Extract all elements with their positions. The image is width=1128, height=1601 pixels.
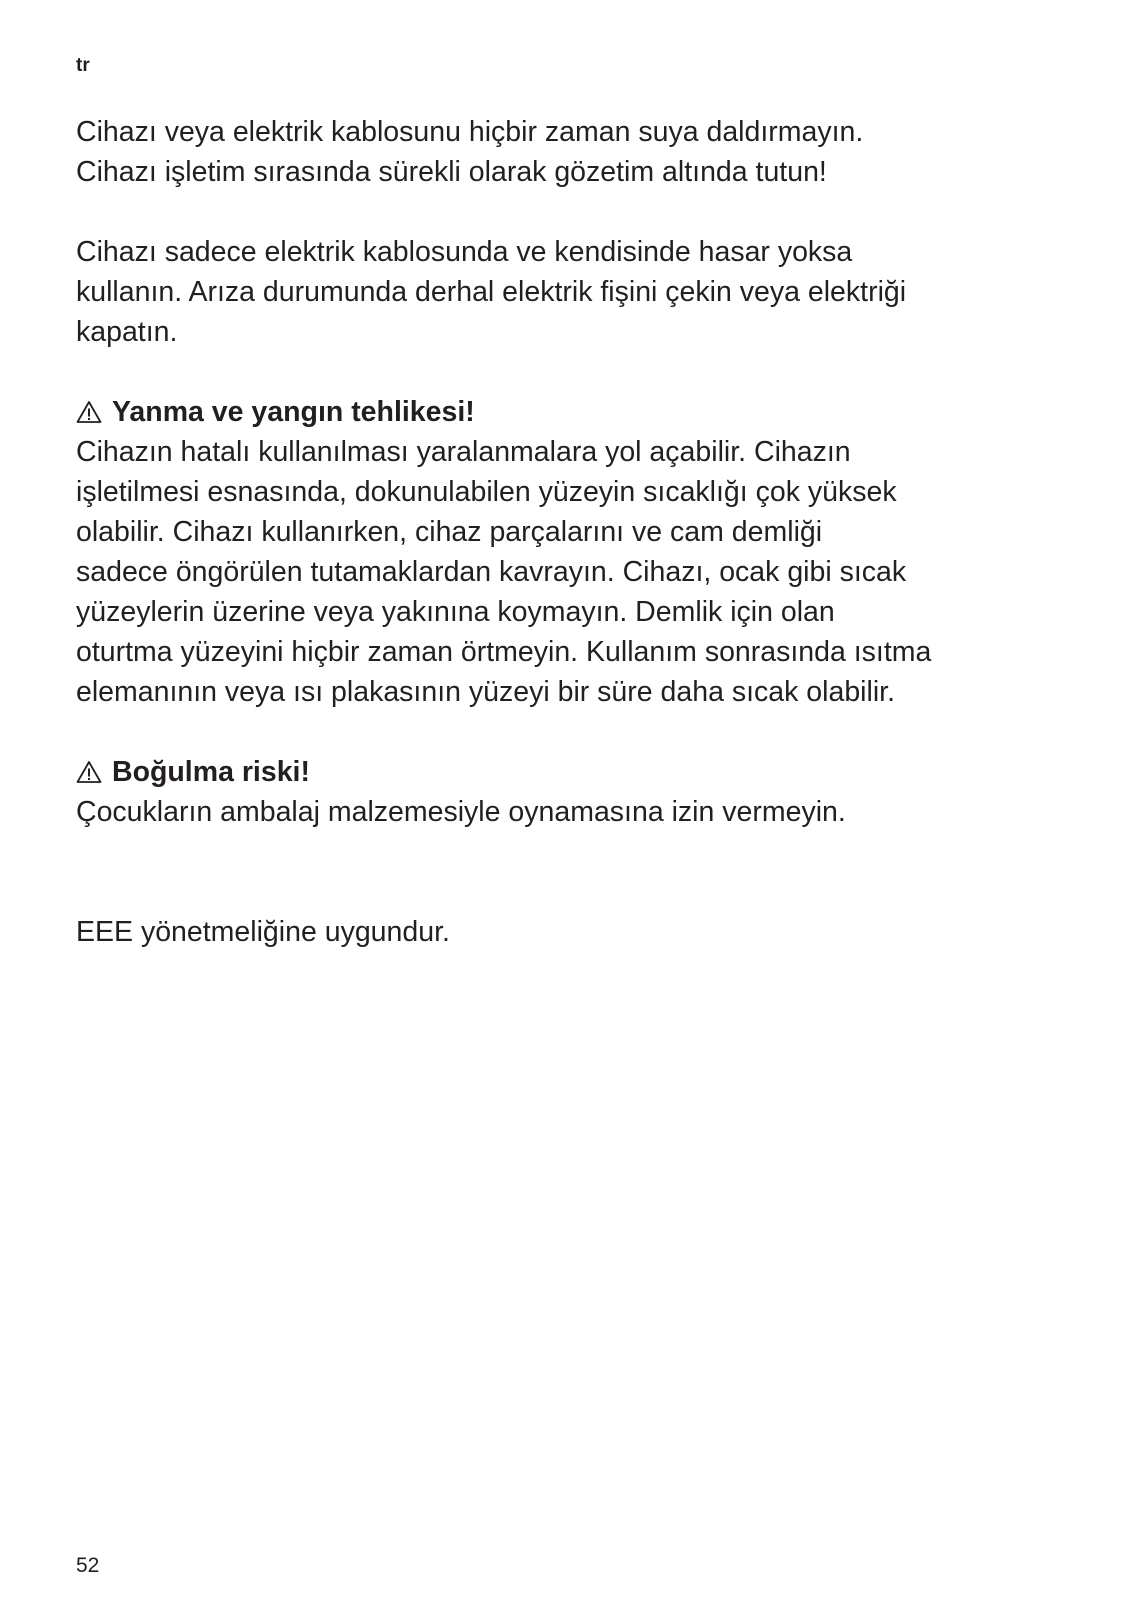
warning-triangle-icon	[76, 400, 102, 424]
text-line: işletilmesi esnasında, dokunulabilen yüzeyin sıcaklığı çok yüksek	[76, 476, 897, 508]
compliance-text: EEE yönetmeliğine uygundur.	[76, 916, 450, 948]
text-line: Cihazı sadece elektrik kablosunda ve kendisinde hasar yoksa	[76, 236, 853, 268]
warning-burn-title: Yanma ve yangın tehlikesi!	[112, 396, 475, 428]
warning-suffocation-section	[76, 752, 1076, 832]
paragraph-damage-safety	[76, 232, 1076, 352]
paragraph-water-safety	[76, 112, 1076, 192]
text-line: kapatın.	[76, 316, 178, 348]
text-line: Cihazı işletim sırasında sürekli olarak gözetim altında tutun!	[76, 156, 827, 188]
compliance-statement	[76, 912, 1076, 952]
text-line: Çocukların ambalaj malzemesiyle oynamasına izin vermeyin.	[76, 796, 846, 828]
text-line: elemanının veya ısı plakasının yüzeyi bir süre daha sıcak olabilir.	[76, 676, 896, 708]
text-line: Cihazın hatalı kullanılması yaralanmalara yol açabilir. Cihazın	[76, 436, 851, 468]
text-line: yüzeylerin üzerine veya yakınına koymayın. Demlik için olan	[76, 596, 835, 628]
warning-burn-heading	[76, 392, 1076, 432]
warning-suffocation-heading	[76, 752, 1076, 792]
warning-suffocation-title: Boğulma riski!	[112, 756, 310, 788]
language-tag: tr	[76, 55, 90, 76]
text-line: olabilir. Cihazı kullanırken, cihaz parçalarını ve cam demliği	[76, 516, 823, 548]
document-body	[76, 112, 1076, 952]
text-line: sadece öngörülen tutamaklardan kavrayın. Cihazı, ocak gibi sıcak	[76, 556, 907, 588]
text-line: kullanın. Arıza durumunda derhal elektrik fişini çekin veya elektriği	[76, 276, 907, 308]
page-number: 52	[76, 1554, 100, 1577]
text-line: Cihazı veya elektrik kablosunu hiçbir zaman suya daldırmayın.	[76, 116, 864, 148]
warning-burn-section	[76, 392, 1076, 712]
text-line: oturtma yüzeyini hiçbir zaman örtmeyin. Kullanım sonrasında ısıtma	[76, 636, 932, 668]
warning-triangle-icon	[76, 760, 102, 784]
